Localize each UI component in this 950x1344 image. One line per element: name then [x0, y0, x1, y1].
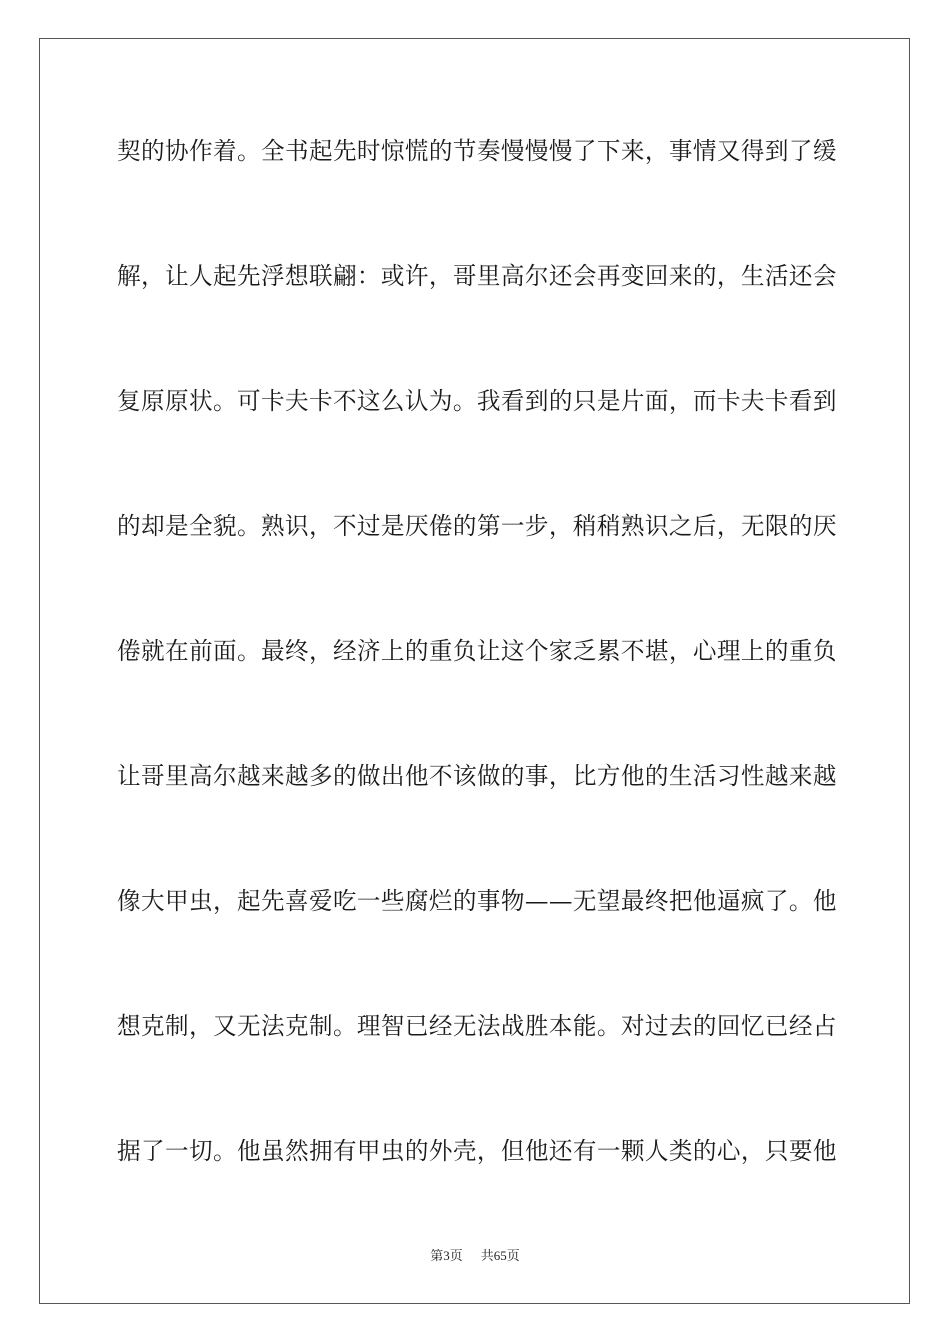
page-total: 共65页: [480, 1248, 520, 1263]
text-line: 让哥里高尔越来越多的做出他不该做的事，比方他的生活习性越来越: [117, 762, 837, 790]
text-line: 像大甲虫，起先喜爱吃一些腐烂的事物——无望最终把他逼疯了。他: [117, 887, 837, 915]
text-line: 倦就在前面。最终，经济上的重负让这个家乏累不堪，心理上的重负: [117, 637, 837, 665]
text-line: 复原原状。可卡夫卡不这么认为。我看到的只是片面，而卡夫卡看到: [117, 387, 837, 415]
page-number: 第3页: [430, 1248, 463, 1263]
page-footer: [0, 1245, 950, 1264]
text-line: 契的协作着。全书起先时惊慌的节奏慢慢慢了下来，事情又得到了缓: [117, 137, 837, 165]
text-line: 解，让人起先浮想联翩：或许，哥里高尔还会再变回来的，生活还会: [117, 262, 837, 290]
body-text: [117, 125, 837, 1250]
text-line: 想克制，又无法克制。理智已经无法战胜本能。对过去的回忆已经占: [117, 1012, 837, 1040]
text-line: 的却是全貌。熟识，不过是厌倦的第一步，稍稍熟识之后，无限的厌: [117, 512, 837, 540]
text-line: 据了一切。他虽然拥有甲虫的外壳，但他还有一颗人类的心，只要他: [117, 1137, 837, 1165]
